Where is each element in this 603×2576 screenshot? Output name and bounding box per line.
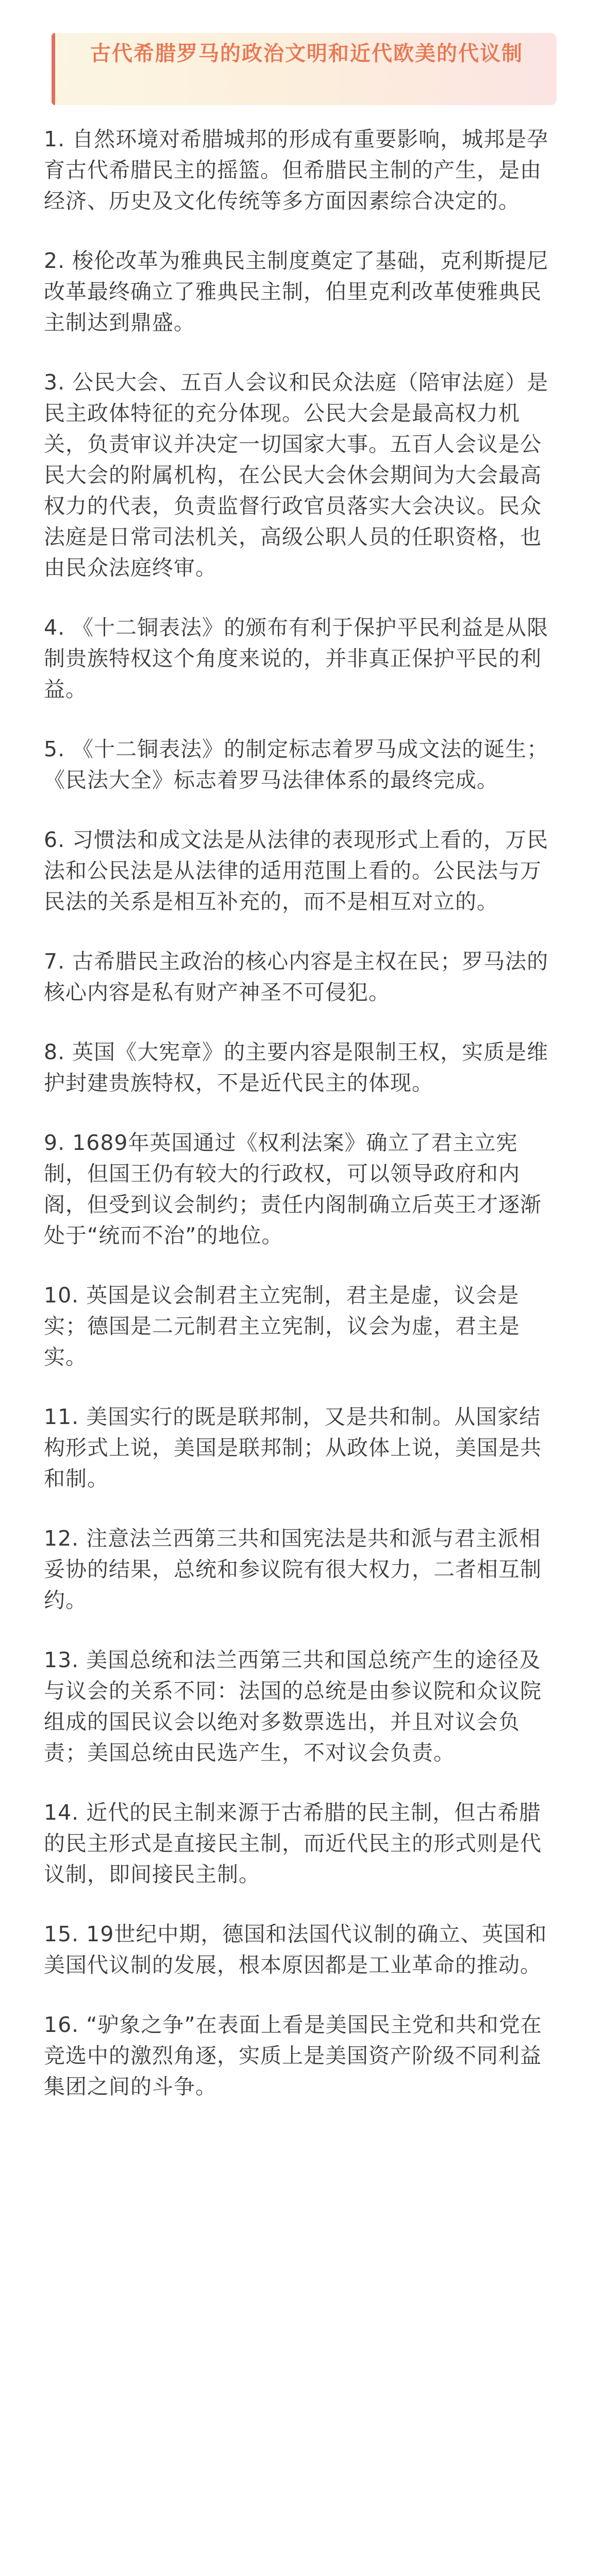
knowledge-point-8: 8. 英国《大宪章》的主要内容是限制王权，实质是维护封建贵族特权，不是近代民主的体现。 bbox=[44, 1040, 549, 1095]
knowledge-point-6: 6. 习惯法和成文法是从法律的表现形式上看的，万民法和公民法是从法律的适用范围上看的。公民法与万民法的关系是相互补充的，而不是相互对立的。 bbox=[44, 827, 549, 914]
knowledge-points-list bbox=[44, 124, 551, 2131]
knowledge-point-16: 16. “驴象之争”在表面上看是美国民主党和共和党在竞选中的激烈角逐，实质上是美国资产阶级不同利益集团之间的斗争。 bbox=[44, 2012, 542, 2099]
banner-accent-bar bbox=[52, 33, 55, 105]
knowledge-point-9: 9. 1689年英国通过《权利法案》确立了君主立宪制，但国王仍有较大的行政权，可以领导政府和内阁，但受到议会制约；责任内阁制确立后英王才逐渐处于“统而不治”的地位。 bbox=[44, 1130, 542, 1248]
knowledge-point-15: 15. 19世纪中期，德国和法国代议制的确立、英国和美国代议制的发展，根本原因都是工业革命的推动。 bbox=[44, 1922, 547, 1977]
page-title: 古代希腊罗马的政治文明和近代欧美的代议制 bbox=[90, 42, 523, 65]
title-banner bbox=[52, 33, 557, 105]
knowledge-point-3: 3. 公民大会、五百人会议和民众法庭（陪审法庭）是民主政体特征的充分体现。公民大会是最高权力机关，负责审议并决定一切国家大事。五百人会议是公民大会的附属机构，在公民大会休会期间为大会最高权力的代表，负责监督行政官员落实大会决议。民众法庭是日常司法机关，高级公职人员的任职资格，也由民众法庭终审。 bbox=[44, 370, 549, 580]
knowledge-point-11: 11. 美国实行的既是联邦制，又是共和制。从国家结构形式上说，美国是联邦制；从政体上说，美国是共和制。 bbox=[44, 1404, 542, 1491]
knowledge-point-4: 4. 《十二铜表法》的颁布有利于保护平民利益是从限制贵族特权这个角度来说的，并非真正保护平民的利益。 bbox=[44, 615, 549, 702]
knowledge-point-1: 1. 自然环境对希腊城邦的形成有重要影响，城邦是孕育古代希腊民主的摇篮。但希腊民主制的产生，是由经济、历史及文化传统等多方面因素综合决定的。 bbox=[44, 127, 549, 213]
knowledge-point-14: 14. 近代的民主制来源于古希腊的民主制，但古希腊的民主形式是直接民主制，而近代民主的形式则是代议制，即间接民主制。 bbox=[44, 1800, 542, 1887]
knowledge-point-7: 7. 古希腊民主政治的核心内容是主权在民；罗马法的核心内容是私有财产神圣不可侵犯。 bbox=[44, 949, 549, 1005]
knowledge-point-10: 10. 英国是议会制君主立宪制，君主是虚，议会是实；德国是二元制君主立宪制，议会为虚，君主是实。 bbox=[44, 1283, 520, 1369]
knowledge-point-5: 5. 《十二铜表法》的制定标志着罗马成文法的诞生；《民法大全》标志着罗马法律体系的最终完成。 bbox=[44, 737, 549, 792]
knowledge-point-2: 2. 梭伦改革为雅典民主制度奠定了基础，克利斯提尼改革最终确立了雅典民主制，伯里克利改革使雅典民主制达到鼎盛。 bbox=[44, 248, 549, 335]
knowledge-point-13: 13. 美国总统和法兰西第三共和国总统产生的途径及与议会的关系不同：法国的总统是由参议院和众议院组成的国民议会以绝对多数票选出，并且对议会负责；美国总统由民选产生，不对议会负责。 bbox=[44, 1648, 542, 1765]
knowledge-point-12: 12. 注意法兰西第三共和国宪法是共和派与君主派相妥协的结果，总统和参议院有很大权力，二者相互制约。 bbox=[44, 1526, 542, 1613]
